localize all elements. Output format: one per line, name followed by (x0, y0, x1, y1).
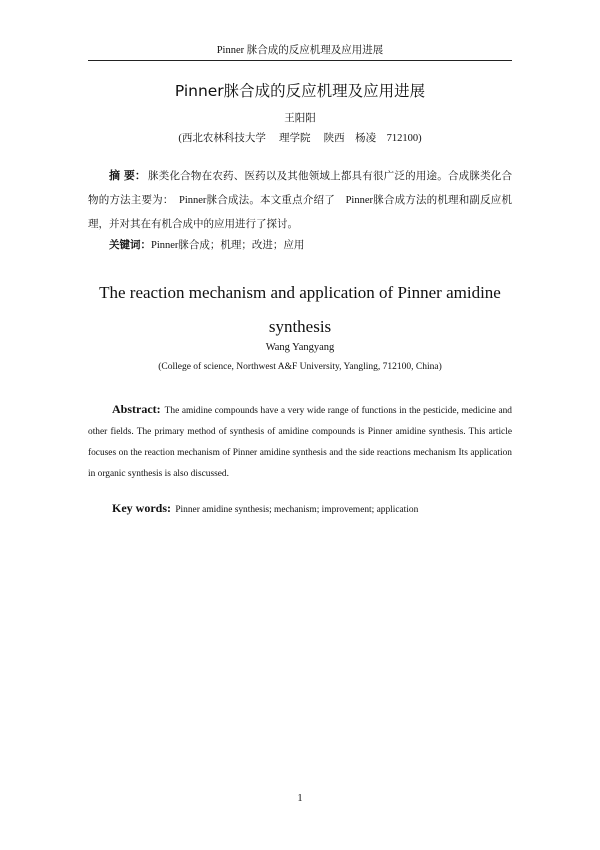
chinese-abstract-text: 脒类化合物在农药、医药以及其他领域上都具有很广泛的用途。合成脒类化合物的方法主要为： Pinner脒合成法。本文重点介绍了 Pinner脒合成方法的机理和副反应机理，并对其在有机合成中的应用进行了探讨。 (88, 171, 512, 230)
running-header: Pinner 脒合成的反应机理及应用进展 (216, 45, 384, 56)
chinese-abstract (88, 164, 512, 237)
chinese-keywords-label: 关键词： (109, 239, 151, 251)
english-title: The reaction mechanism and application of Pinner amidine synthesis (99, 283, 501, 336)
chinese-abstract-label: 摘 要： (109, 169, 146, 182)
english-affiliation: (College of science, Northwest A&F University, Yangling, 712100, China) (158, 362, 442, 372)
chinese-author: 王阳阳 (284, 113, 316, 124)
header-rule (88, 60, 512, 61)
chinese-keywords (109, 235, 512, 256)
page-number: 1 (297, 793, 303, 804)
english-keywords-text: Pinner amidine synthesis; mechanism; improvement; application (175, 505, 419, 515)
english-author: Wang Yangyang (265, 342, 335, 353)
english-abstract (88, 399, 512, 485)
english-abstract-text: The amidine compounds have a very wide range of functions in the pesticide, medicine and other fields. The primary method of synthesis of amidine compounds is Pinner amidine synthesis. This article focuses on the reaction mechanism of Pinner amidine synthesis and the side reactions mechanism Its application in organic synthesis is also discussed. (88, 406, 512, 479)
english-abstract-label: Abstract: (112, 402, 161, 416)
chinese-affiliation: (西北农林科技大学 理学院 陕西 杨凌 712100) (178, 133, 422, 144)
chinese-keywords-text: Pinner脒合成；机理；改进；应用 (151, 240, 305, 251)
english-keywords-label: Key words: (112, 501, 171, 515)
english-keywords (112, 498, 512, 520)
chinese-title: Pinner脒合成的反应机理及应用进展 (174, 82, 426, 100)
